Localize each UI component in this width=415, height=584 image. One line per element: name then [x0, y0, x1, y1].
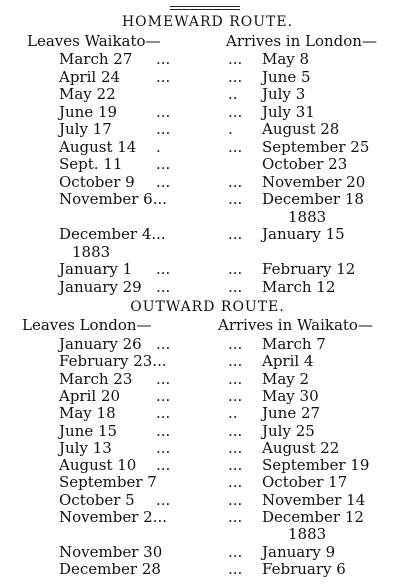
table-row — [0, 261, 415, 278]
departure-date: August 14 — [59, 137, 137, 156]
arrival-date: September 19 — [262, 456, 370, 475]
departure-date: November 6... — [59, 190, 167, 208]
leader-dots: ... — [156, 369, 171, 388]
leader-dots: ... — [228, 335, 243, 353]
departure-date: November 30 — [59, 542, 163, 561]
departure-date: July 13 — [59, 438, 112, 457]
leader-dots: ... — [156, 438, 171, 457]
leader-dots: ... — [228, 190, 243, 208]
outward-arrives-header: Arrives in Waikato— — [218, 316, 373, 334]
table-row — [0, 561, 415, 578]
leader-dots: ... — [228, 172, 243, 191]
departure-date: May 22 — [59, 85, 116, 103]
arrival-date: April 4 — [262, 352, 314, 371]
table-row — [0, 51, 415, 68]
leader-dots: ... — [228, 102, 243, 121]
table-row — [0, 226, 415, 243]
year-continuation-row — [0, 209, 415, 226]
leader-dots: ... — [156, 67, 171, 86]
arrival-date: January 9 — [262, 542, 336, 561]
leader-dots: ... — [156, 172, 171, 191]
table-row — [0, 457, 415, 474]
departure-date: October 9 — [59, 172, 135, 191]
arrival-date: September 25 — [262, 137, 370, 156]
year-continuation-row — [0, 244, 415, 261]
arrival-date: December 18 — [262, 190, 364, 208]
departure-date: December 28 — [59, 559, 161, 578]
year-continuation: 1883 — [288, 207, 327, 226]
table-row — [0, 279, 415, 296]
leader-dots: ... — [156, 155, 171, 173]
table-row — [0, 423, 415, 440]
leader-dots: ... — [228, 369, 243, 388]
leader-dots: . — [156, 137, 161, 156]
leader-dots: ... — [156, 50, 171, 68]
arrival-date: October 17 — [262, 473, 348, 492]
departure-date: April 20 — [59, 386, 121, 405]
leader-dots: ... — [228, 456, 243, 475]
table-row — [0, 388, 415, 405]
leader-dots: ... — [156, 260, 171, 278]
arrival-date: March 7 — [262, 335, 326, 353]
leader-dots: ... — [228, 490, 243, 509]
leader-dots: ... — [228, 386, 243, 405]
arrival-date: July 25 — [262, 421, 315, 440]
table-row — [0, 191, 415, 208]
top-rule-second — [170, 9, 240, 10]
leader-dots: ... — [228, 542, 243, 561]
leader-dots: ... — [228, 352, 243, 371]
arrival-date: May 2 — [262, 369, 310, 388]
departure-date: October 5 — [59, 490, 135, 509]
arrival-date: July 3 — [262, 85, 306, 103]
leader-dots: ... — [156, 386, 171, 405]
arrival-date: February 6 — [262, 559, 346, 578]
leader-dots: ... — [156, 335, 171, 353]
arrival-date: December 12 — [262, 508, 364, 526]
table-row — [0, 174, 415, 191]
leader-dots: . — [228, 120, 233, 138]
homeward-arrives-header: Arrives in London— — [226, 32, 377, 50]
departure-date: March 23 — [59, 369, 133, 388]
leader-dots: ... — [228, 67, 243, 86]
arrival-date: July 31 — [262, 102, 315, 121]
leader-dots: ... — [228, 559, 243, 578]
departure-date: May 18 — [59, 404, 116, 423]
leader-dots: .. — [228, 85, 238, 103]
leader-dots: ... — [228, 277, 243, 296]
departure-date: December 4... — [59, 225, 166, 243]
arrival-date: January 15 — [262, 225, 345, 243]
departure-date: February 23... — [59, 352, 167, 371]
leader-dots: ... — [156, 277, 171, 296]
table-row — [0, 440, 415, 457]
departure-date: March 27 — [59, 50, 133, 68]
arrival-date: August 22 — [262, 438, 340, 457]
table-row — [0, 405, 415, 422]
table-row — [0, 86, 415, 103]
leader-dots: ... — [156, 456, 171, 475]
leader-dots: ... — [228, 50, 243, 68]
leader-dots: ... — [228, 473, 243, 492]
leader-dots: ... — [228, 225, 243, 243]
leader-dots: ... — [228, 260, 243, 278]
table-row — [0, 156, 415, 173]
table-row — [0, 544, 415, 561]
table-row — [0, 336, 415, 353]
year-continuation: 1883 — [72, 242, 111, 261]
table-row — [0, 509, 415, 526]
leader-dots: ... — [156, 404, 171, 423]
leader-dots: .. — [228, 404, 238, 423]
leader-dots: ... — [228, 508, 243, 526]
arrival-date: June 27 — [262, 404, 321, 423]
arrival-date: February 12 — [262, 260, 356, 278]
leader-dots: ... — [228, 438, 243, 457]
departure-date: April 24 — [59, 67, 121, 86]
departure-date: July 17 — [59, 120, 112, 138]
arrival-date: November 20 — [262, 172, 366, 191]
table-row — [0, 121, 415, 138]
departure-date: November 2... — [59, 508, 167, 526]
table-row — [0, 104, 415, 121]
arrival-date: October 23 — [262, 155, 348, 173]
table-row — [0, 69, 415, 86]
arrival-date: November 14 — [262, 490, 366, 509]
table-row — [0, 474, 415, 491]
departure-date: Sept. 11 — [59, 155, 123, 173]
outward-leaves-header: Leaves London— — [22, 316, 152, 334]
leader-dots: ... — [228, 137, 243, 156]
table-row — [0, 492, 415, 509]
departure-date: September 7 — [59, 473, 157, 492]
leader-dots: ... — [156, 102, 171, 121]
leader-dots: ... — [156, 421, 171, 440]
table-row — [0, 371, 415, 388]
leader-dots: ... — [228, 421, 243, 440]
arrival-date: March 12 — [262, 277, 336, 296]
departure-date: January 26 — [59, 335, 142, 353]
arrival-date: May 8 — [262, 50, 310, 68]
table-row — [0, 139, 415, 156]
leader-dots: ... — [156, 120, 171, 138]
departure-date: January 1 — [59, 260, 133, 278]
departure-date: January 29 — [59, 277, 142, 296]
arrival-date: May 30 — [262, 386, 319, 405]
leader-dots: ... — [156, 490, 171, 509]
departure-date: June 19 — [59, 102, 118, 121]
table-row — [0, 353, 415, 370]
arrival-date: August 28 — [262, 120, 340, 138]
year-continuation: 1883 — [288, 525, 327, 544]
outward-title: OUTWARD ROUTE. — [130, 299, 285, 315]
top-rule — [170, 6, 240, 7]
homeward-leaves-header: Leaves Waikato— — [27, 32, 161, 50]
arrival-date: June 5 — [262, 67, 311, 86]
departure-date: August 10 — [59, 456, 137, 475]
departure-date: June 15 — [59, 421, 118, 440]
year-continuation-row — [0, 526, 415, 543]
homeward-title: HOMEWARD ROUTE. — [121, 14, 294, 30]
